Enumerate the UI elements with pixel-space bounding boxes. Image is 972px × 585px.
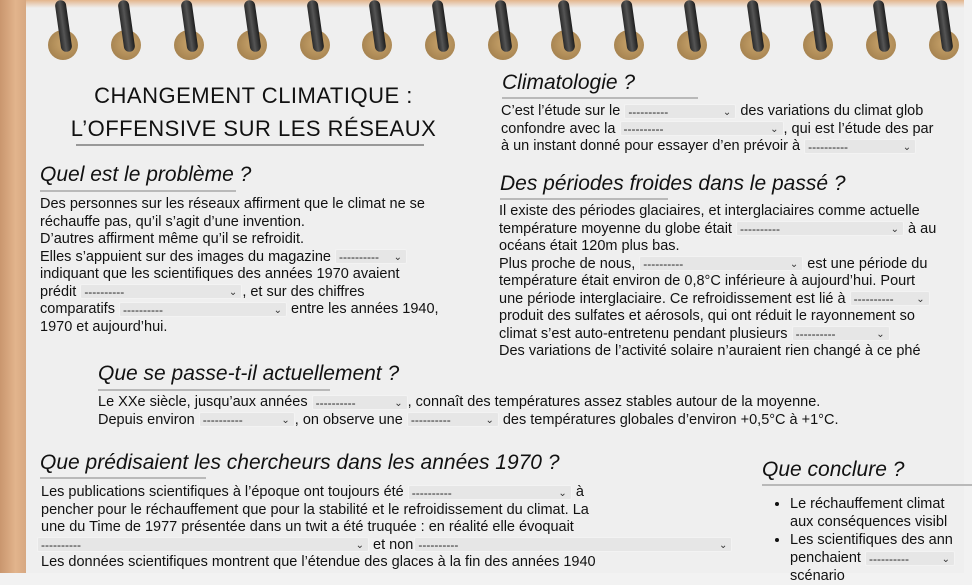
text-fragment: entre les années 1940, bbox=[291, 301, 439, 317]
time-evoquait-select[interactable] bbox=[37, 537, 369, 552]
spiral-ring bbox=[235, 0, 269, 60]
text-fragment: climat s’est auto-entretenu pendant plusieurs bbox=[499, 325, 788, 342]
text-line: 1970 et aujourd’hui. bbox=[40, 318, 168, 335]
magazine-select[interactable] bbox=[335, 249, 407, 264]
chevron-down-icon: ⌄ bbox=[393, 252, 403, 264]
text-line bbox=[499, 291, 936, 309]
chercheurs-heading: Que prédisaient les chercheurs dans les années 1970 ? bbox=[40, 451, 560, 474]
actuellement-heading: Que se passe-t-il actuellement ? bbox=[98, 362, 400, 385]
select-value: ---------- bbox=[411, 485, 452, 500]
text-fragment: Le XXe siècle, jusqu’aux années bbox=[98, 394, 308, 410]
periodes-heading-underline bbox=[500, 198, 668, 200]
problem-heading-underline bbox=[40, 190, 236, 192]
prevoir-select[interactable] bbox=[804, 139, 916, 154]
annees-select[interactable] bbox=[312, 395, 408, 410]
select-value: ---------- bbox=[868, 551, 909, 566]
select-value: ---------- bbox=[808, 139, 849, 154]
temperature-select[interactable] bbox=[736, 221, 904, 236]
spiral-ring bbox=[172, 0, 206, 60]
climatologie-heading: Climatologie ? bbox=[502, 71, 636, 94]
climatologie-heading-underline bbox=[502, 97, 698, 99]
periode-select[interactable] bbox=[639, 256, 803, 271]
page-title-line-1: CHANGEMENT CLIMATIQUE : bbox=[94, 83, 413, 108]
text-fragment: confondre avec la bbox=[501, 120, 616, 137]
notebook-page bbox=[26, 0, 964, 584]
chevron-down-icon: ⌄ bbox=[558, 487, 567, 499]
actuellement-text bbox=[98, 394, 838, 429]
select-value: ---------- bbox=[418, 538, 459, 553]
select-value: ---------- bbox=[202, 413, 243, 428]
conclure-list bbox=[772, 495, 955, 585]
spiral-ring bbox=[927, 0, 961, 60]
text-line: Les données scientifiques montrent que l’étendue des glaces à la fin des années 1940 bbox=[41, 554, 596, 570]
penchaient-select[interactable] bbox=[865, 551, 955, 566]
chevron-down-icon: ⌄ bbox=[355, 540, 364, 552]
text-fragment: une période interglaciaire. Ce refroidissement est lié à bbox=[499, 290, 846, 307]
chevron-down-icon: ⌄ bbox=[916, 294, 925, 306]
conclure-heading-underline bbox=[762, 484, 972, 486]
text-line: produit des sulfates et aérosols, qui ont réduit le rayonnement so bbox=[499, 308, 915, 324]
evolution-select[interactable] bbox=[407, 412, 499, 427]
list-item bbox=[790, 495, 955, 531]
text-fragment: scénario bbox=[790, 568, 845, 584]
text-fragment: , qui est l’étude des par bbox=[783, 120, 934, 137]
conclure-heading: Que conclure ? bbox=[762, 458, 905, 481]
select-value: ---------- bbox=[740, 222, 780, 237]
duree-select[interactable] bbox=[792, 326, 890, 341]
text-line: Des variations de l’activité solaire n’auraient rien changé à ce phé bbox=[499, 343, 921, 359]
et-non-select[interactable] bbox=[414, 537, 732, 552]
refroidissement-cause-select[interactable] bbox=[850, 291, 930, 306]
select-value: ---------- bbox=[628, 104, 669, 119]
title-underline bbox=[76, 144, 424, 146]
select-value: ---------- bbox=[339, 250, 379, 265]
text-line: température était environ de 0,8°C inférieure à aujourd’hui. Pourt bbox=[499, 273, 916, 289]
chevron-down-icon: ⌄ bbox=[722, 106, 732, 118]
spiral-ring bbox=[801, 0, 835, 60]
text-line bbox=[40, 284, 439, 302]
desk-background bbox=[0, 0, 26, 573]
chevron-down-icon: ⌄ bbox=[890, 224, 899, 236]
page-title bbox=[61, 79, 446, 145]
chevron-down-icon: ⌄ bbox=[273, 304, 282, 316]
text-line bbox=[98, 394, 838, 412]
text-line bbox=[501, 138, 933, 156]
select-value: ---------- bbox=[795, 327, 836, 342]
spiral-ring bbox=[612, 0, 646, 60]
spiral-ring bbox=[675, 0, 709, 60]
text-fragment: à un instant donné pour essayer d’en prévoir à bbox=[501, 138, 801, 154]
text-fragment: C’est l’étude sur le bbox=[501, 103, 621, 119]
text-fragment: Les publications scientifiques à l’époque ont toujours été bbox=[41, 484, 404, 500]
text-line bbox=[501, 103, 933, 121]
chevron-down-icon: ⌄ bbox=[485, 415, 494, 427]
select-value: ---------- bbox=[122, 302, 163, 317]
spiral-ring bbox=[738, 0, 772, 60]
text-line: D’autres affirment même qu’il se refroidit. bbox=[40, 231, 305, 247]
text-line: Des personnes sur les réseaux affirment que le climat ne se bbox=[40, 196, 425, 212]
periodes-heading: Des périodes froides dans le passé ? bbox=[500, 172, 846, 195]
text-fragment: , connaît des températures assez stables autour de la moyenne. bbox=[407, 394, 821, 410]
select-value: ---------- bbox=[853, 292, 894, 307]
chevron-down-icon: ⌄ bbox=[876, 329, 885, 341]
spiral-ring bbox=[549, 0, 583, 60]
text-line: pencher pour le réchauffement que pour la stabilité et le refroidissement du climat. La bbox=[41, 501, 589, 518]
text-fragment: à bbox=[575, 484, 584, 500]
spiral-ring bbox=[486, 0, 520, 60]
chevron-down-icon: ⌄ bbox=[941, 553, 950, 565]
text-fragment: température moyenne du globe était bbox=[499, 220, 732, 237]
select-value: ---------- bbox=[410, 413, 451, 428]
climatologie-text bbox=[501, 103, 933, 156]
spiral-ring bbox=[46, 0, 80, 60]
select-value: ---------- bbox=[643, 257, 684, 272]
text-line bbox=[41, 484, 732, 502]
etude-select[interactable] bbox=[624, 104, 736, 119]
text-line bbox=[499, 326, 936, 344]
publications-select[interactable] bbox=[408, 485, 572, 500]
chevron-down-icon: ⌄ bbox=[770, 124, 779, 136]
text-line: réchauffe pas, qu’il s’agit d’une invention. bbox=[40, 213, 305, 230]
select-value: ---------- bbox=[84, 285, 125, 300]
text-line bbox=[40, 249, 439, 267]
chevron-down-icon: ⌄ bbox=[902, 141, 912, 153]
text-fragment: et non bbox=[373, 536, 414, 553]
text-fragment: des températures globales d’environ +0,5°C à +1°C. bbox=[502, 411, 839, 428]
text-line bbox=[499, 256, 936, 274]
spiral-ring bbox=[298, 0, 332, 60]
spiral-ring bbox=[360, 0, 394, 60]
text-fragment: , et sur des chiffres bbox=[242, 283, 365, 300]
select-value: ---------- bbox=[623, 122, 664, 137]
periodes-text bbox=[499, 203, 936, 361]
text-line bbox=[501, 121, 933, 139]
prediction-select[interactable] bbox=[80, 284, 242, 299]
spiral-ring bbox=[109, 0, 143, 60]
text-fragment: des variations du climat glob bbox=[740, 103, 924, 119]
text-fragment: Depuis environ bbox=[98, 411, 195, 428]
text-fragment: Le réchauffement climat bbox=[790, 496, 945, 512]
problem-text bbox=[40, 196, 439, 336]
text-fragment: Plus proche de nous, bbox=[499, 255, 636, 272]
confondre-select[interactable] bbox=[620, 121, 784, 136]
text-fragment: penchaient bbox=[790, 550, 861, 566]
actuellement-heading-underline bbox=[98, 389, 330, 391]
text-line: océans était 120m plus bas. bbox=[499, 238, 680, 254]
text-line bbox=[98, 412, 838, 430]
spiral-ring bbox=[423, 0, 457, 60]
select-value: ---------- bbox=[41, 538, 81, 553]
text-fragment: à au bbox=[908, 220, 937, 237]
chevron-down-icon: ⌄ bbox=[281, 415, 290, 427]
comparative-figures-select[interactable] bbox=[119, 302, 287, 317]
text-line: indiquant que les scientifiques des années 1970 avaient bbox=[40, 266, 400, 282]
text-line bbox=[40, 301, 439, 319]
problem-heading: Quel est le problème ? bbox=[40, 163, 252, 186]
chercheurs-text bbox=[41, 484, 732, 572]
chercheurs-heading-underline bbox=[40, 477, 206, 479]
depuis-select[interactable] bbox=[199, 412, 295, 427]
text-fragment: prédit bbox=[40, 283, 77, 300]
text-fragment: Elles s’appuient sur des images du magazine bbox=[40, 248, 331, 265]
text-fragment: comparatifs bbox=[40, 301, 115, 317]
chevron-down-icon: ⌄ bbox=[394, 397, 403, 409]
chevron-down-icon: ⌄ bbox=[228, 287, 238, 299]
text-line bbox=[37, 537, 732, 555]
text-fragment: Les scientifiques des ann bbox=[790, 532, 953, 548]
list-item bbox=[790, 531, 955, 585]
select-value: ---------- bbox=[315, 395, 356, 410]
text-line bbox=[499, 221, 936, 239]
spiral-ring bbox=[864, 0, 898, 60]
page-title-line-2: L’OFFENSIVE SUR LES RÉSEAUX bbox=[70, 116, 437, 141]
text-fragment: aux conséquences visibl bbox=[790, 514, 948, 530]
text-fragment: , on observe une bbox=[294, 411, 403, 428]
chevron-down-icon: ⌄ bbox=[789, 259, 799, 271]
text-line: Il existe des périodes glaciaires, et interglaciaires comme actuelle bbox=[499, 203, 920, 219]
text-line: une du Time de 1977 présentée dans un twit a été truquée : en réalité elle évoquait bbox=[41, 519, 574, 535]
chevron-down-icon: ⌄ bbox=[719, 540, 728, 552]
text-fragment: est une période du bbox=[807, 255, 928, 272]
